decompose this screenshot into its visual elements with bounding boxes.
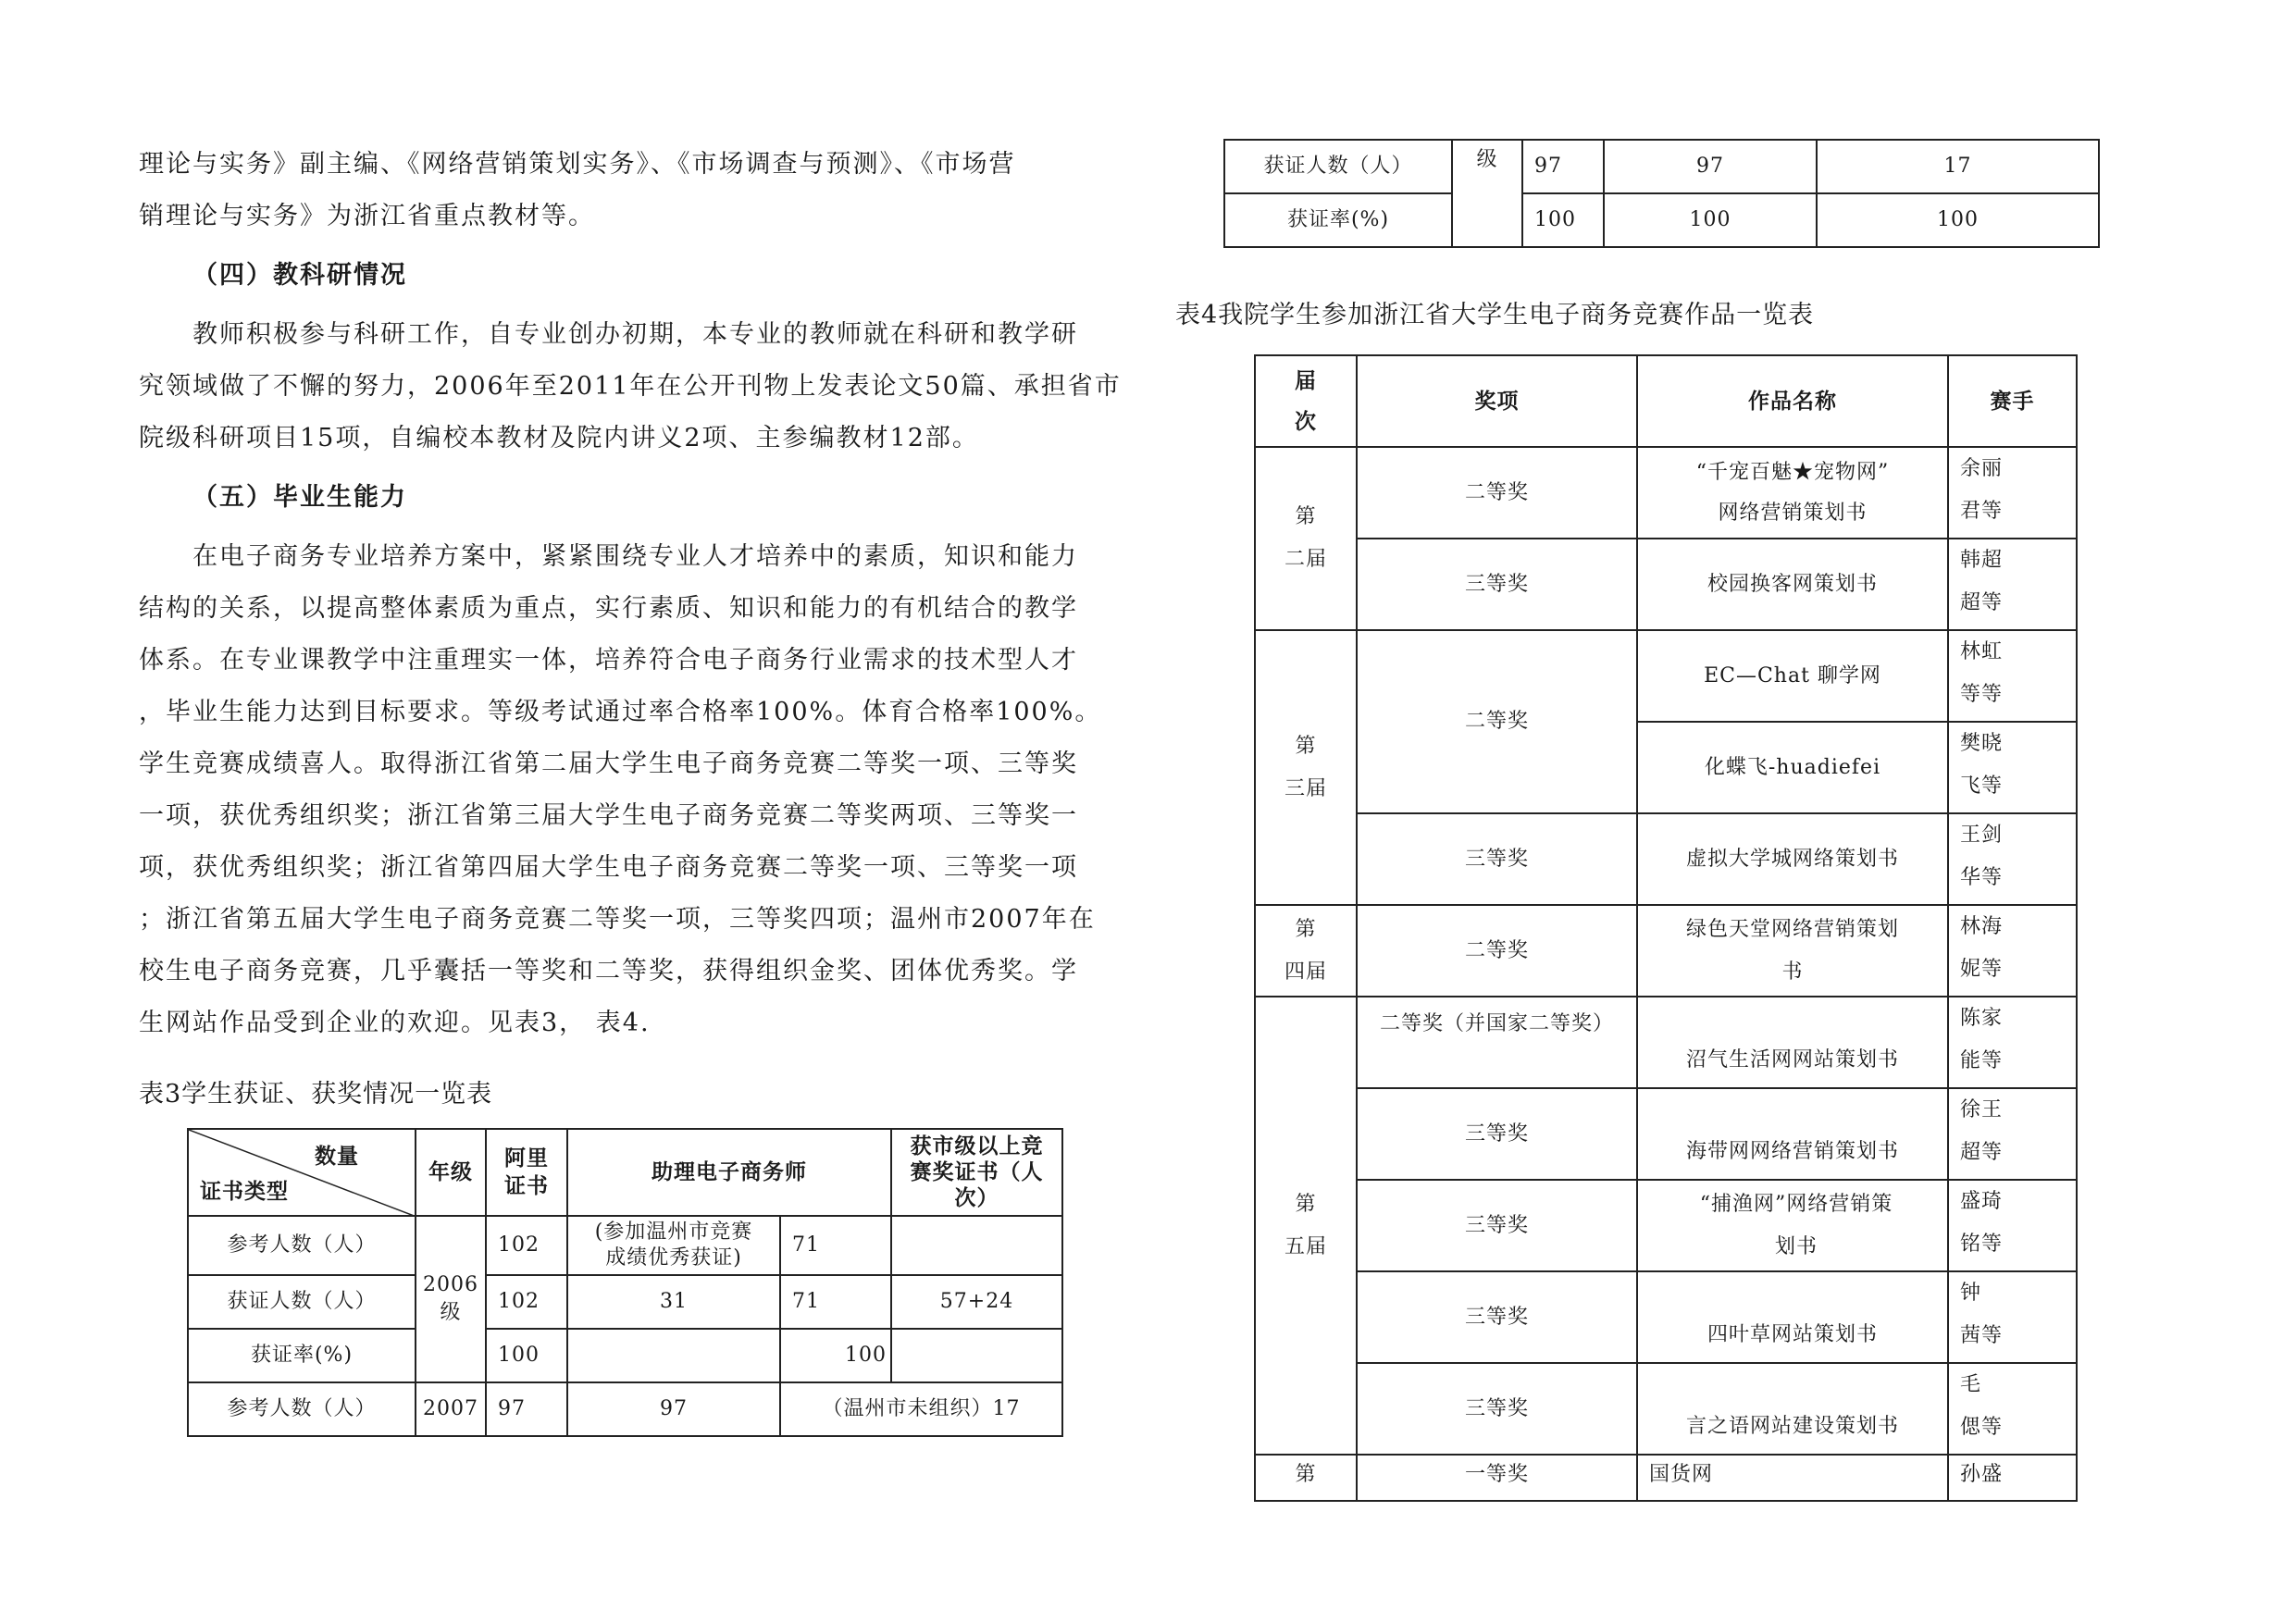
award: 三等奖 [1357, 813, 1637, 905]
paragraph-line: 校生电子商务竞赛，几乎囊括一等奖和二等奖，获得组织金奖、团体优秀奖。学 [139, 957, 1078, 985]
cell-note: (参加温州市竞赛 成绩优秀获证) [567, 1216, 780, 1275]
session-5: 第 五届 [1255, 997, 1357, 1455]
session-3: 第 三届 [1255, 630, 1357, 905]
work-title: 海带网网络营销策划书 [1637, 1088, 1948, 1180]
award: 二等奖 [1357, 905, 1637, 997]
player: 林海 妮等 [1948, 905, 2077, 997]
award: 三等奖 [1357, 1271, 1637, 1363]
paragraph-line: 究领域做了不懈的努力，2006年至2011年在公开刊物上发表论文50篇、承担省市 [139, 372, 1122, 401]
work-title: 虚拟大学城网络策划书 [1637, 813, 1948, 905]
paragraph-line: 院级科研项目15项，自编校本教材及院内讲义2项、主参编教材12部。 [139, 424, 979, 452]
right-column [1175, 139, 2119, 1502]
cell: 100 [1522, 193, 1604, 247]
cell: 100 [1817, 193, 2099, 247]
work-title: 绿色天堂网络营销策划 书 [1637, 905, 1948, 997]
cell: 97 [1522, 140, 1604, 193]
cell: 31 [567, 1275, 780, 1329]
paragraph-line: ，毕业生能力达到目标要求。等级考试通过率合格率100%。体育合格率100%。 [139, 698, 1102, 726]
header-session: 届 次 [1255, 355, 1357, 447]
intro-line: 理论与实务》副主编、《网络营销策划实务》、《市场调查与预测》、《市场营 [139, 150, 1016, 179]
row-label: 参考人数（人） [188, 1382, 416, 1436]
cell: 102 [486, 1275, 567, 1329]
row-label: 参考人数（人） [188, 1216, 416, 1275]
player: 余丽 君等 [1948, 447, 2077, 539]
header-quantity: 数量 [315, 1145, 359, 1169]
table4 [1254, 354, 2078, 1502]
award: 二等奖 [1357, 447, 1637, 539]
player: 钟 茜等 [1948, 1271, 2077, 1363]
paragraph-line: 项，获优秀组织奖；浙江省第四届大学生电子商务竞赛二等奖一项、三等奖一项 [139, 853, 1078, 882]
table3-caption: 表3学生获证、获奖情况一览表 [139, 1080, 493, 1109]
cell: 71 [780, 1275, 891, 1329]
grade-suffix: 级 [1452, 140, 1522, 247]
table4-caption: 表4我院学生参加浙江省大学生电子商务竞赛作品一览表 [1175, 301, 1815, 329]
player: 王剑 华等 [1948, 813, 2077, 905]
work-title: “千宠百魅★宠物网” 网络营销策划书 [1637, 447, 1948, 539]
paragraph-line: 一项，获优秀组织奖；浙江省第三届大学生电子商务竞赛二等奖两项、三等奖一 [139, 801, 1078, 830]
intro-line: 销理论与实务》为浙江省重点教材等。 [139, 202, 595, 230]
cell: 97 [486, 1382, 567, 1436]
header-grade: 年级 [416, 1129, 486, 1216]
header-cert-type: 证书类型 [200, 1180, 289, 1204]
cell: 102 [486, 1216, 567, 1275]
award: 三等奖 [1357, 1088, 1637, 1180]
cell: 17 [1817, 140, 2099, 193]
left-column [139, 139, 1122, 1437]
header-ali: 阿里 证书 [486, 1129, 567, 1216]
cell: 97 [567, 1382, 780, 1436]
row-label: 获证人数（人） [1224, 140, 1452, 193]
header-city-award: 获市级以上竞 赛奖证书（人 次） [891, 1129, 1062, 1216]
paragraph-line: 生网站作品受到企业的欢迎。见表3， 表4. [139, 1009, 651, 1037]
section-heading-graduates: （五）毕业生能力 [192, 483, 407, 512]
player: 樊晓 飞等 [1948, 722, 2077, 813]
award: 二等奖（并国家二等奖） [1357, 997, 1637, 1088]
grade-2006: 2006 级 [416, 1216, 486, 1382]
cell: 100 [1604, 193, 1817, 247]
row-label: 获证率(%) [188, 1329, 416, 1382]
player: 盛琦 铭等 [1948, 1180, 2077, 1271]
player: 毛 偲等 [1948, 1363, 2077, 1455]
cell: 100 [780, 1329, 891, 1382]
row-label: 获证人数（人） [188, 1275, 416, 1329]
table3-diagonal-header [188, 1129, 416, 1216]
header-player: 赛手 [1948, 355, 2077, 447]
paragraph-line: ；浙江省第五届大学生电子商务竞赛二等奖一项，三等奖四项；温州市2007年在 [139, 905, 1096, 934]
cell: 71 [780, 1216, 891, 1275]
award: 一等奖 [1357, 1455, 1637, 1501]
paragraph-line: 教师积极参与科研工作，自专业创办初期，本专业的教师就在科研和教学研 [192, 320, 1078, 349]
player: 林虹 等等 [1948, 630, 2077, 722]
cell [891, 1329, 1062, 1382]
work-title: 化蝶飞-huadiefei [1637, 722, 1948, 813]
award: 三等奖 [1357, 539, 1637, 630]
work-title: 言之语网站建设策划书 [1637, 1363, 1948, 1455]
work-title: EC—Chat 聊学网 [1637, 630, 1948, 722]
cell-note: （温州市未组织）17 [780, 1382, 1062, 1436]
work-title: 四叶草网站策划书 [1637, 1271, 1948, 1363]
player: 韩超 超等 [1948, 539, 2077, 630]
section-heading-research: （四）教科研情况 [192, 261, 407, 290]
work-title: 校园换客网策划书 [1637, 539, 1948, 630]
table3-continued [1223, 139, 2100, 248]
header-award: 奖项 [1357, 355, 1637, 447]
cell [891, 1216, 1062, 1275]
grade-2007: 2007 [416, 1382, 486, 1436]
header-work: 作品名称 [1637, 355, 1948, 447]
player: 孙盛 [1948, 1455, 2077, 1501]
cell: 100 [486, 1329, 567, 1382]
paragraph-line: 在电子商务专业培养方案中，紧紧围绕专业人才培养中的素质，知识和能力 [192, 542, 1078, 571]
header-assistant: 助理电子商务师 [567, 1129, 891, 1216]
work-title: 国货网 [1637, 1455, 1948, 1501]
work-title: 沼气生活网网站策划书 [1637, 997, 1948, 1088]
session-2: 第 二届 [1255, 447, 1357, 630]
paragraph-line: 学生竞赛成绩喜人。取得浙江省第二届大学生电子商务竞赛二等奖一项、三等奖 [139, 750, 1078, 778]
work-title: “捕渔网”网络营销策 划书 [1637, 1180, 1948, 1271]
cell [567, 1329, 780, 1382]
award: 三等奖 [1357, 1363, 1637, 1455]
session-4: 第 四届 [1255, 905, 1357, 997]
session-6: 第 [1255, 1455, 1357, 1501]
player: 陈家 能等 [1948, 997, 2077, 1088]
award: 三等奖 [1357, 1180, 1637, 1271]
paragraph-line: 结构的关系，以提高整体素质为重点，实行素质、知识和能力的有机结合的教学 [139, 594, 1078, 623]
cell: 57+24 [891, 1275, 1062, 1329]
table3 [187, 1128, 1063, 1437]
player: 徐王 超等 [1948, 1088, 2077, 1180]
paragraph-line: 体系。在专业课教学中注重理实一体，培养符合电子商务行业需求的技术型人才 [139, 646, 1078, 675]
cell: 97 [1604, 140, 1817, 193]
row-label: 获证率(%) [1224, 193, 1452, 247]
award: 二等奖 [1357, 630, 1637, 813]
